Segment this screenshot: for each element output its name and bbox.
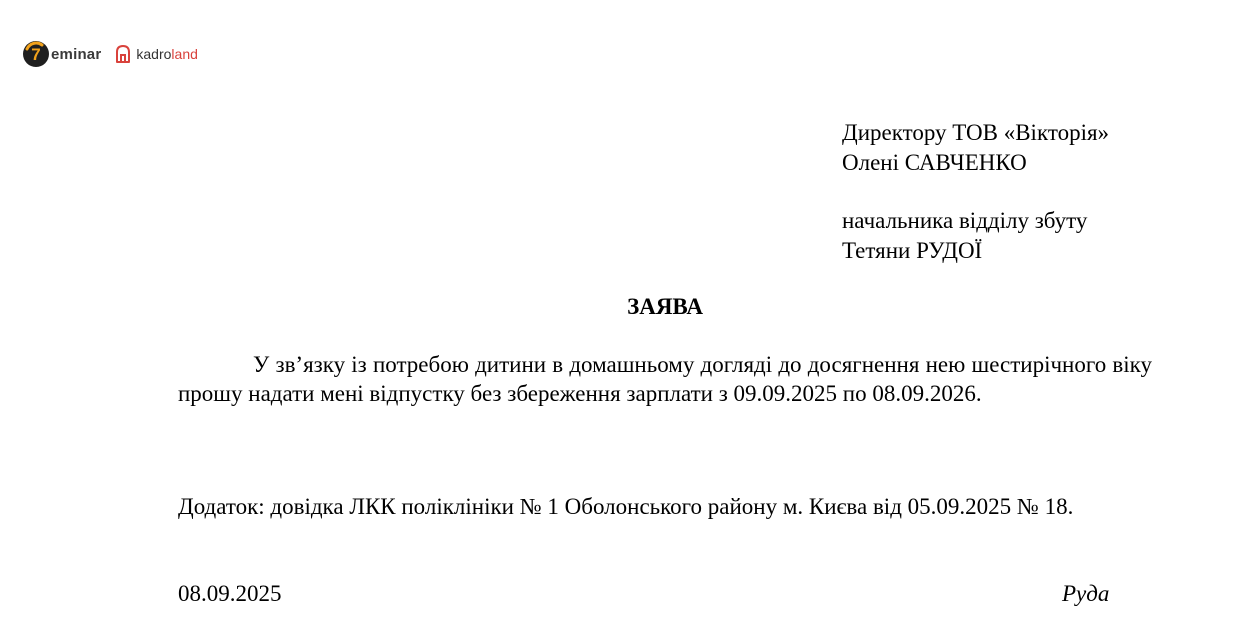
seminar-badge-text: 7 xyxy=(31,45,41,64)
kadroland-logo xyxy=(113,44,198,64)
addressee-block xyxy=(842,118,1109,266)
kadroland-logo-text xyxy=(136,46,198,62)
kadroland-logo-text-accent: land xyxy=(171,46,198,62)
addressee-recipient-name: Олені САВЧЕНКО xyxy=(842,150,1027,175)
kadroland-logo-text-main: kadro xyxy=(136,46,172,62)
document-date: 08.09.2025 xyxy=(178,581,282,606)
seminar-logo-text: eminar xyxy=(51,45,102,63)
seminar-logo xyxy=(22,40,101,68)
addressee-recipient-position: Директору ТОВ «Вікторія» xyxy=(842,120,1110,145)
addressee-gap xyxy=(842,178,1109,206)
document-body: У зв’язку із потребою дитини в домашньому догляді до досягнення нею шестирічного віку прошу надати мені відпустку без збереження зарплати з 09.09.2025 по 08.09.2026. xyxy=(178,352,1152,406)
header-logos xyxy=(22,38,198,70)
addressee-sender-position: начальника відділу збуту xyxy=(842,208,1088,233)
document-signature: Руда xyxy=(1062,581,1110,606)
addressee-sender-name: Тетяни РУДОЇ xyxy=(842,238,983,263)
document-title: ЗАЯВА xyxy=(627,294,703,319)
kadroland-logo-icon xyxy=(113,44,133,64)
document-attachment: Додаток: довідка ЛКК поліклініки № 1 Оболонського району м. Києва від 05.09.2025 № 18. xyxy=(178,494,1074,519)
seminar-logo-icon xyxy=(22,40,50,68)
